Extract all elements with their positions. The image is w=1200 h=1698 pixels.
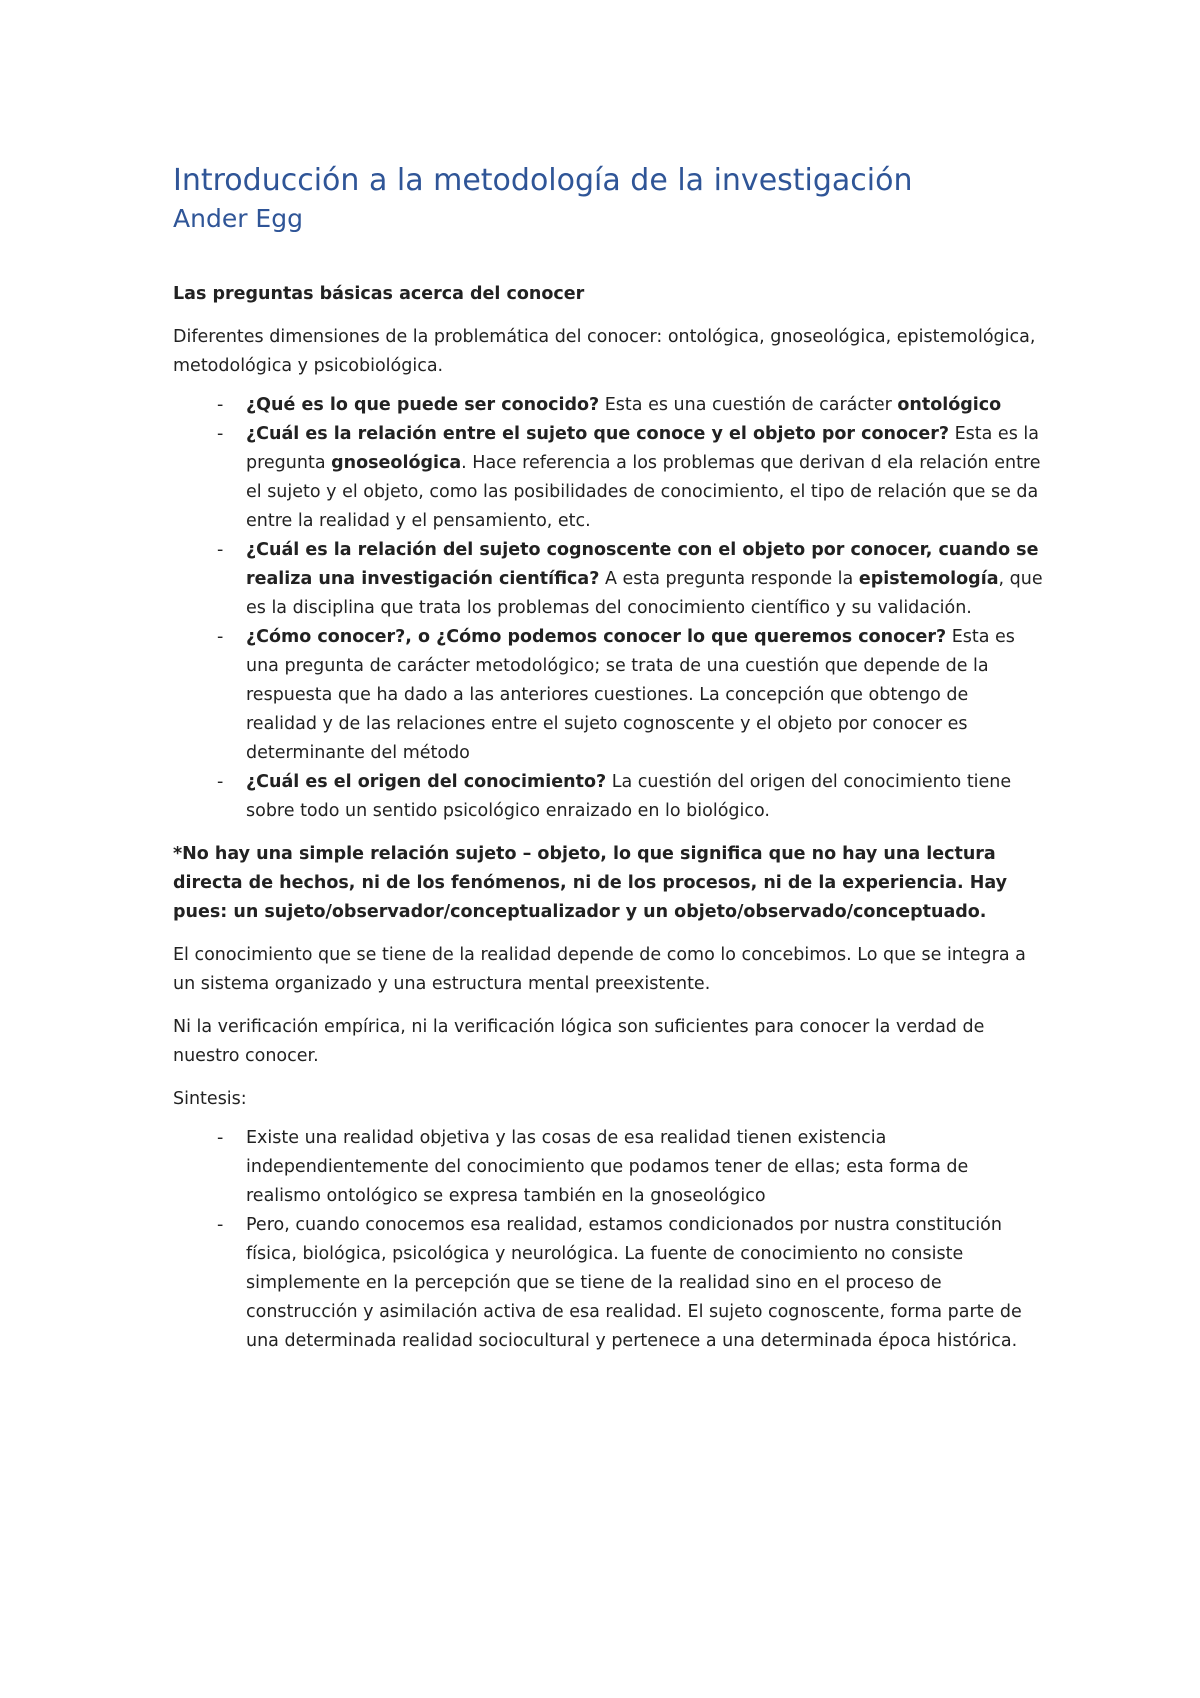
document-subtitle: Ander Egg bbox=[173, 204, 303, 233]
synthesis-list bbox=[173, 1124, 1043, 1356]
question-text: ¿Cuál es la relación entre el sujeto que conoce y el objeto por conocer? bbox=[246, 424, 950, 444]
list-item bbox=[173, 623, 1043, 768]
list-item bbox=[173, 420, 1043, 536]
answer-text: La cuestión del origen del conocimiento tiene sobre todo un sentido psicológico enraizado en lo biológico. bbox=[246, 772, 1012, 821]
paragraph: Ni la verificación empírica, ni la verificación lógica son suficientes para conocer la verdad de nuestro conocer. bbox=[173, 1017, 985, 1066]
document-page bbox=[173, 162, 1043, 1356]
list-item: - Pero, cuando conocemos esa realidad, estamos condicionados por nustra constitución física, biológica, psicológica y neurológica. La fuente de conocimiento no consiste simplemente en la percepción que se tiene de la realidad sino en el proceso de construcción y asimilación activa de esa realidad. El sujeto cognoscente, forma parte de una determinada realidad sociocultural y pertenece a una determinada época histórica. bbox=[173, 1211, 1043, 1356]
paragraph: El conocimiento que se tiene de la realidad depende de como lo concebimos. Lo que se integra a un sistema organizado y una estructura mental preexistente. bbox=[173, 945, 1026, 994]
keyword-text: epistemología bbox=[858, 569, 999, 589]
keyword-text: gnoseológica bbox=[331, 453, 462, 473]
intro-paragraph: Diferentes dimensiones de la problemática del conocer: ontológica, gnoseológica, epistemológica, metodológica y psicobiológica. bbox=[173, 327, 1036, 376]
questions-list bbox=[173, 391, 1043, 826]
question-text: ¿Cómo conocer?, o ¿Cómo podemos conocer lo que queremos conocer? bbox=[246, 627, 947, 647]
list-item: - Existe una realidad objetiva y las cosas de esa realidad tienen existencia independientemente del conocimiento que podamos tener de ellas; esta forma de realismo ontológico se expresa también en la gnoseológico bbox=[173, 1124, 1043, 1211]
list-item bbox=[173, 768, 1043, 826]
list-item bbox=[173, 391, 1043, 420]
answer-text: , que es la disciplina que trata los problemas del conocimiento científico y su validación. bbox=[246, 569, 1043, 618]
answer-text: Esta es una pregunta de carácter metodológico; se trata de una cuestión que depende de la respuesta que ha dado a las anteriores cuestiones. La concepción que obtengo de realidad y de las relaciones entre el sujeto cognoscente y el objeto por conocer es determinante del método bbox=[246, 627, 1015, 763]
answer-text: Esta es una cuestión de carácter bbox=[599, 395, 898, 415]
question-text: ¿Qué es lo que puede ser conocido? bbox=[246, 395, 600, 415]
question-text: ¿Cuál es el origen del conocimiento? bbox=[246, 772, 607, 792]
section-heading: Las preguntas básicas acerca del conocer bbox=[173, 284, 585, 304]
question-text: ¿Cuál es la relación del sujeto cognoscente con el objeto por conocer, cuando se realiza una investigación científica? bbox=[246, 540, 1039, 589]
answer-text: A esta pregunta responde la bbox=[599, 569, 859, 589]
answer-text: . Hace referencia a los problemas que derivan d ela relación entre el sujeto y el objeto, como las posibilidades de conocimiento, el tipo de relación que se da entre la realidad y el pensamiento, etc. bbox=[246, 453, 1041, 531]
list-item bbox=[173, 536, 1043, 623]
keyword-text: ontológico bbox=[897, 395, 1002, 415]
note-paragraph: *No hay una simple relación sujeto – objeto, lo que significa que no hay una lectura directa de hechos, ni de los fenómenos, ni de los procesos, ni de la experiencia. Hay pues: un sujeto/observador/conceptualizador y un objeto/observado/conceptuado. bbox=[173, 844, 1008, 922]
answer-text: Esta es la pregunta bbox=[246, 424, 1039, 473]
synthesis-label: Sintesis: bbox=[173, 1089, 247, 1109]
document-title: Introducción a la metodología de la investigación bbox=[173, 163, 913, 198]
